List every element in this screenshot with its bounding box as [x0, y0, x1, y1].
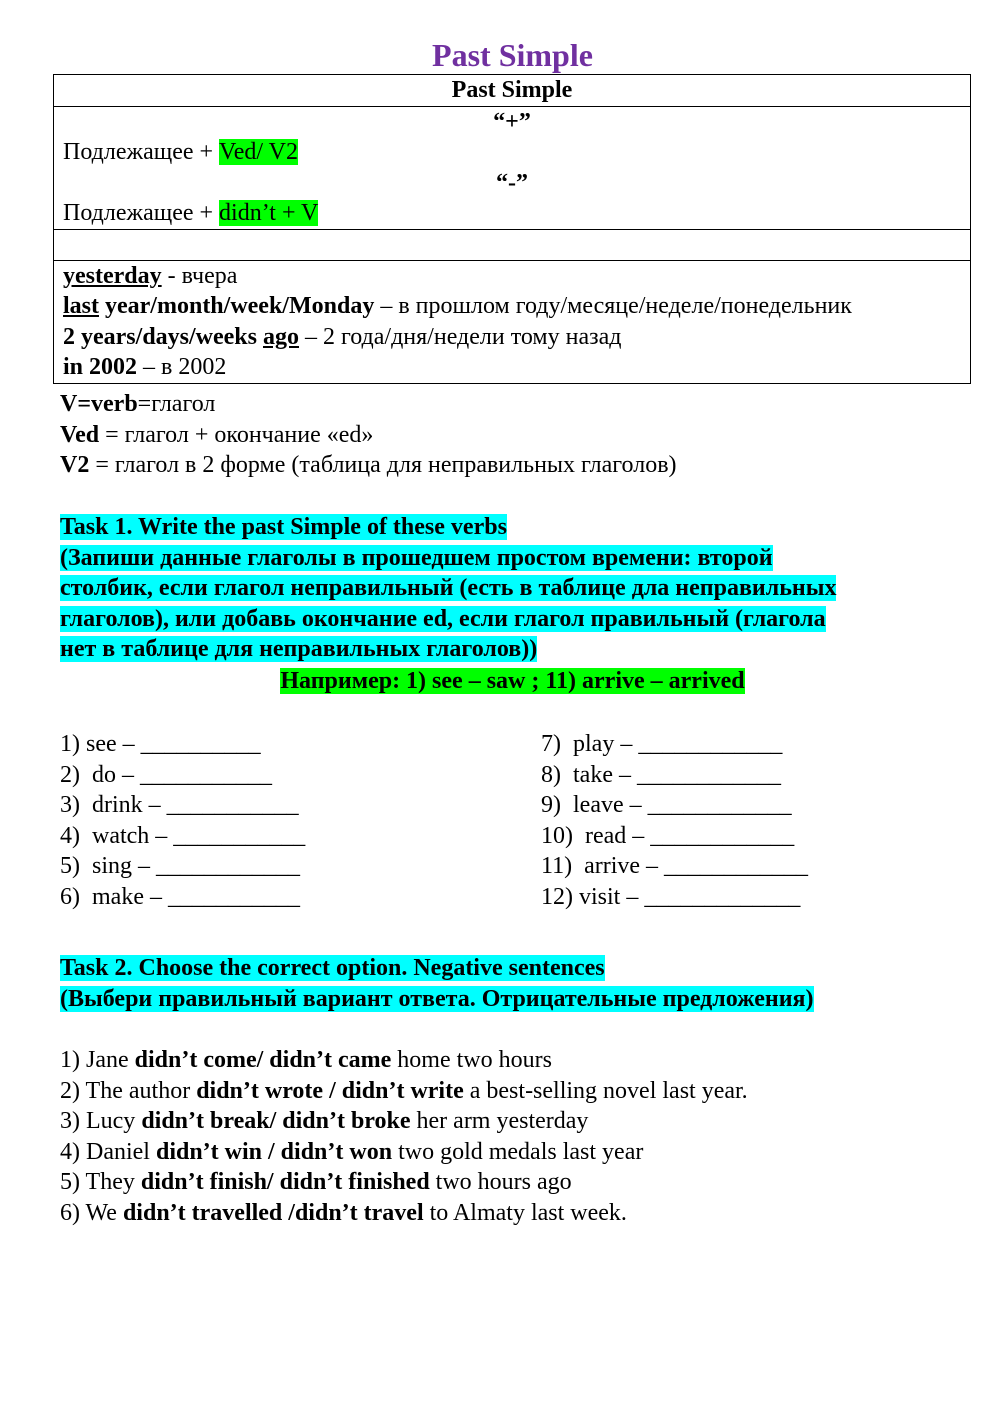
answer-options[interactable]: didn’t wrote / didn’t write [196, 1077, 464, 1104]
time-marker-pre: 2 years/days/weeks [63, 323, 263, 350]
positive-sign: “+” [493, 108, 531, 135]
definition [60, 420, 677, 451]
sentence-end: two gold medals last year [392, 1138, 644, 1165]
task2-item [60, 1167, 748, 1198]
definitions [60, 389, 677, 481]
task1-example-text: Например: 1) see – saw ; 11) arrive – arrived [280, 668, 745, 694]
negative-formula-line [63, 198, 961, 229]
verb-list-left [60, 729, 305, 912]
time-marker-key: yesterday [63, 262, 162, 289]
task2-title: Task 2. Choose the correct option. Negative sentences [60, 955, 605, 981]
time-marker [63, 261, 961, 292]
task2-item [60, 1045, 748, 1076]
definition-term: V=verb [60, 391, 138, 417]
sentence-start: 3) Lucy [60, 1108, 142, 1134]
sentence-start: 1) Jane [60, 1047, 135, 1073]
task1-title: Task 1. Write the past Simple of these verbs [60, 514, 507, 540]
time-markers-cell [54, 260, 971, 383]
positive-formula-line [63, 137, 961, 168]
definition [60, 389, 677, 420]
task1-instruction-line: (Запиши данные глаголы в прошедшем простом времени: второй [60, 544, 773, 571]
sentence-start: 2) The author [60, 1077, 197, 1104]
verb-item[interactable]: 11) arrive – ____________ [541, 853, 809, 879]
definition [60, 450, 677, 481]
formula-cell [54, 106, 971, 229]
time-marker-translation: – в 2002 [137, 354, 227, 380]
task2-item [60, 1137, 748, 1168]
task1-instruction-line: глаголов), или добавь окончание ed, если глагол правильный (глагола [60, 605, 826, 632]
task1-instruction-line: столбик, если глагол неправильный (есть в таблице дла неправильных [60, 575, 837, 601]
time-marker-translation: – в прошлом году/месяце/неделе/понедельник [374, 293, 852, 319]
rules-table [53, 74, 971, 384]
sentence-start: 6) We [60, 1199, 123, 1226]
empty-cell [54, 229, 971, 260]
task2-item [60, 1076, 748, 1107]
answer-options[interactable]: didn’t win / didn’t won [155, 1138, 393, 1165]
verb-item[interactable]: 6) make – ___________ [60, 883, 300, 910]
positive-formula: Ved/ V2 [219, 139, 298, 165]
verb-item[interactable]: 12) visit – _____________ [541, 883, 801, 910]
negative-sign: “-” [496, 169, 528, 196]
task1-heading [60, 512, 836, 665]
time-marker [63, 352, 961, 383]
verb-item[interactable]: 2) do – ___________ [60, 761, 272, 788]
time-marker-rest: year/month/week/Monday [99, 293, 375, 319]
negative-subject: Подлежащее + [63, 200, 220, 226]
sentence-end: two hours ago [429, 1169, 572, 1195]
task2-instruction: (Выбери правильный вариант ответа. Отрицательные предложения) [60, 985, 814, 1012]
definition-text: =глагол [137, 391, 216, 417]
verb-item[interactable]: 8) take – ____________ [541, 761, 781, 788]
time-marker-key: ago [263, 323, 299, 350]
task2-heading [60, 953, 814, 1014]
task2-items [60, 1045, 748, 1228]
answer-options[interactable]: didn’t break/ didn’t broke [141, 1108, 411, 1134]
verb-list-right [541, 729, 808, 912]
answer-options[interactable]: didn’t come/ didn’t came [134, 1047, 392, 1073]
definition-term: Ved [60, 421, 100, 448]
negative-formula: didn’t + V [219, 200, 319, 226]
sentence-end: a best-selling novel last year. [463, 1077, 748, 1104]
answer-options[interactable]: didn’t travelled /didn’t travel [122, 1199, 424, 1226]
time-marker-translation: - вчера [161, 262, 238, 289]
verb-item[interactable]: 1) see – __________ [60, 731, 261, 757]
verb-item[interactable]: 10) read – ____________ [541, 822, 795, 849]
verb-item[interactable]: 5) sing – ____________ [60, 853, 300, 879]
verb-item[interactable]: 9) leave – ____________ [541, 792, 792, 818]
time-marker [63, 291, 961, 322]
task2-item [60, 1198, 748, 1229]
time-marker-pre: in 2002 [63, 354, 138, 380]
time-marker-translation: – 2 года/дня/недели тому назад [299, 323, 622, 350]
time-marker [63, 322, 961, 353]
answer-options[interactable]: didn’t finish/ didn’t finished [140, 1169, 430, 1195]
sentence-end: her arm yesterday [410, 1108, 589, 1134]
definition-term: V2 [60, 452, 90, 478]
verb-item[interactable]: 7) play – ____________ [541, 731, 783, 757]
sentence-start: 4) Daniel [60, 1138, 156, 1165]
task1-example [0, 666, 1000, 697]
sentence-end: to Almaty last week. [423, 1199, 627, 1226]
verb-item[interactable]: 3) drink – ___________ [60, 792, 299, 818]
sentence-end: home two hours [391, 1047, 552, 1073]
positive-subject: Подлежащее + [63, 139, 220, 165]
page-title: Past Simple [432, 37, 593, 73]
verb-item[interactable]: 4) watch – ___________ [60, 822, 306, 849]
task1-instruction-line: нет в таблице для неправильных глаголов)) [60, 636, 538, 662]
time-marker-key: last [63, 293, 99, 319]
task2-item [60, 1106, 748, 1137]
definition-text: = глагол + окончание «ed» [99, 421, 374, 448]
definition-text: = глагол в 2 форме (таблица для неправильных глаголов) [89, 452, 677, 478]
sentence-start: 5) They [60, 1169, 141, 1195]
rules-table-header: Past Simple [54, 75, 971, 107]
